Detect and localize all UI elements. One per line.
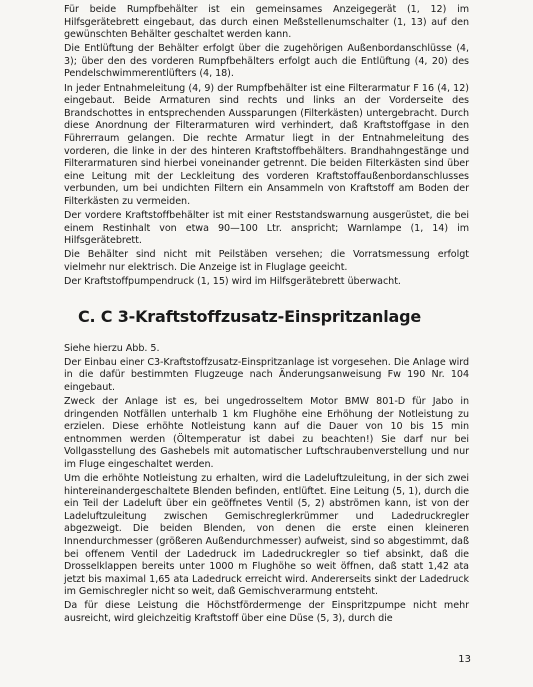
paragraph-notleistung: Um die erhöhte Notleistung zu erhalten, wird die Ladeluftzuleitung, in der sich zwei hintereinandergeschaltete Blenden befinden, entlüftet. Eine Leitung (5, 1), durch die ein Teil der Ladeluft über ein geöffnetes Ventil (5, 2) abströmen kann, ist von der Ladeluftzuleitung zwischen Gemischreglerkrümmer und Ladedruckregler abgezweigt. Die beiden Blenden, von denen die erste einen kleineren Innendurchmesser (größeren Außendurchmesser) aufweist, sind so abgestimmt, daß bei offenem Ventil der Ladedruck im Ladedruckregler so tief absinkt, daß die Drosselklappen bereits unter 1000 m Flughöhe so weit öffnen, daß statt 1,42 ata jetzt bis maximal 1,65 ata Ladedruck erreicht wird. Andererseits sinkt der Ladedruck im Gemischregler nicht so weit, daß Gemischverarmung entsteht. xyxy=(64,473,469,598)
paragraph-reststandswarnung: Der vordere Kraftstoffbehälter ist mit einer Reststandswarnung ausgerüstet, die bei einem Restinhalt von etwa 90—100 Ltr. anspricht; Warnlampe (1, 14) im Hilfsgerätebrett. xyxy=(64,210,469,247)
paragraph-abb-reference: Siehe hierzu Abb. 5. xyxy=(64,342,160,354)
paragraph-einbau: Der Einbau einer C3-Kraftstoffzusatz-Einspritzanlage ist vorgesehen. Die Anlage wird in die dafür bestimmten Flugzeuge nach Änderungsanweisung Fw 190 Nr. 104 eingebaut. xyxy=(64,356,469,393)
paragraph-vorratsmessung: Die Behälter sind nicht mit Peilstäben versehen; die Vorratsmessung erfolgt vielmehr nur elektrisch. Die Anzeige ist in Fluglage geeicht. xyxy=(64,249,469,273)
paragraph-rumpf-anzeige: Für beide Rumpfbehälter ist ein gemeinsames Anzeigegerät (1, 12) im Hilfsgerätebrett eingebaut, das durch einen Meßstellenumschalter (1, 13) auf den gewünschten Behälter geschaltet werden kann. xyxy=(64,4,469,41)
paragraph-foerdermenge: Da für diese Leistung die Höchstfördermenge der Einspritzpumpe nicht mehr ausreicht, wird gleichzeitig Kraftstoff über eine Düse (5, 3), durch die xyxy=(64,600,469,625)
paragraph-zweck: Zweck der Anlage ist es, bei ungedrosseltem Motor BMW 801-D für Jabo in dringenden Notfällen unterhalb 1 km Flughöhe eine Erhöhung der Notleistung zu erzielen. Diese erhöhte Notleistung kann auf die Dauer von 10 bis 15 min entnommen werden (Öltemperatur ist dabei zu beachten!) Sie darf nur bei Vollgasstellung des Gashebels mit automatischer Luftschraubenverstellung und nur im Fluge eingeschaltet werden. xyxy=(64,395,469,470)
paragraph-entlueftung: Die Entlüftung der Behälter erfolgt über die zugehörigen Außenbordanschlüsse (4, 3); über den des vorderen Rumpfbehälters erfolgt auch die Entlüftung (4, 20) des Pendelschwimmerentlüfters (4, 18). xyxy=(64,43,469,80)
paragraph-pumpendruck: Der Kraftstoffpumpendruck (1, 15) wird im Hilfsgerätebrett überwacht. xyxy=(64,275,401,287)
paragraph-filterarmatur: In jeder Entnahmeleitung (4, 9) der Rumpfbehälter ist eine Filterarmatur F 16 (4, 12) eingebaut. Beide Armaturen sind rechts und links an der Vorderseite des Brandschottes in entsprechenden Aussparungen (Filterkästen) untergebracht. Durch diese Anordnung der Filterarmaturen wird verhindert, daß Kraftstoffgase in den Führerraum gelangen. Die rechte Armatur liegt in der Entnahmeleitung des vorderen, die linke in der des hinteren Kraftstoffbehälters. Brandhahngestänge und Filterarmaturen sind hierbei voneinander getrennt. Die beiden Filterkästen sind über eine Leitung mit der Leckleitung des vorderen Kraftstoffaußenbordanschlusses verbunden, um bei undichten Filtern ein Ansammeln von Kraftstoff am Boden der Filterkästen zu vermeiden. xyxy=(64,82,469,207)
section-heading: C. C 3-Kraftstoffzusatz-Einspritzanlage xyxy=(78,306,421,326)
page-number: 13 xyxy=(458,654,471,665)
